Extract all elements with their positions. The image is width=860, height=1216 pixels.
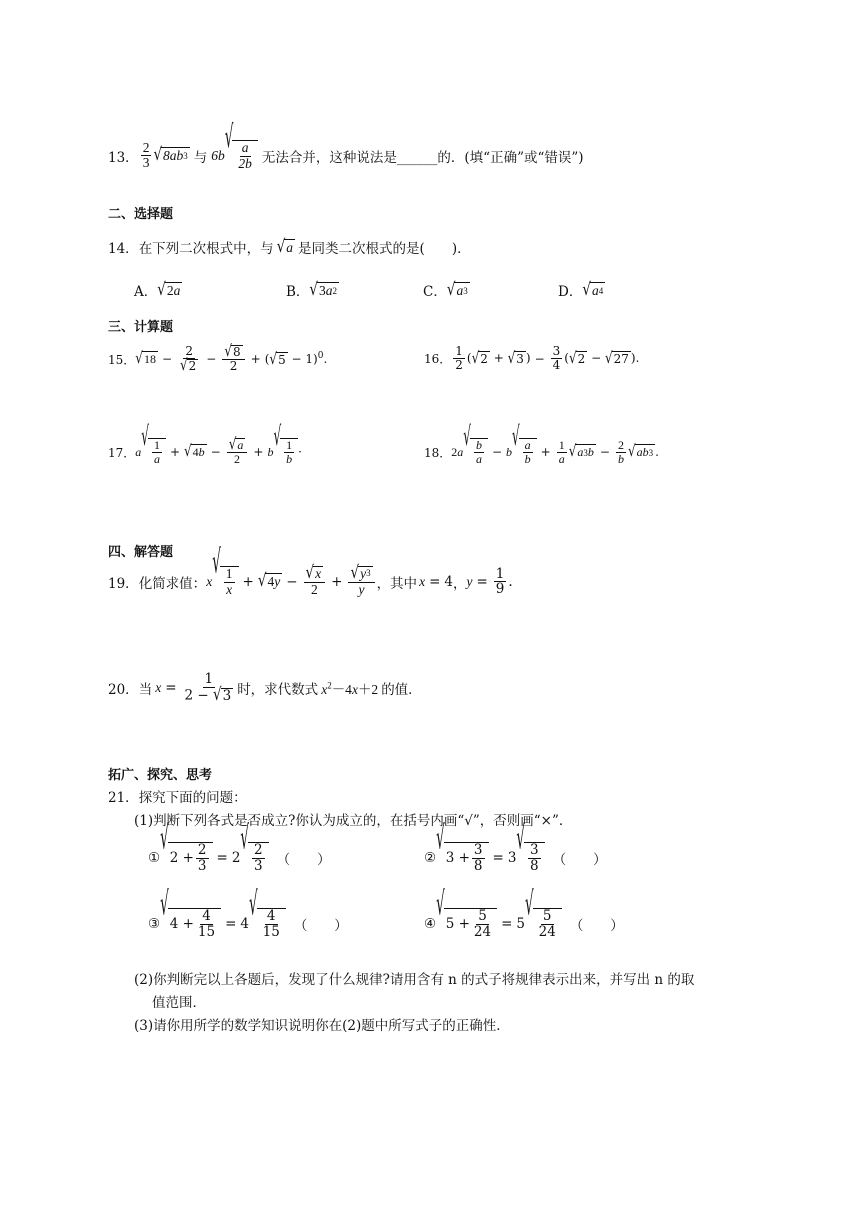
sqrt-a-over-2b: √ $\frac{a}{2b}$ (225, 140, 258, 172)
q21-number: 21． (108, 790, 139, 806)
section-title-solve: 四、解答题 (108, 545, 174, 560)
fraction-three-quarters: $\frac{3}{4}$ (552, 344, 561, 373)
q14-stem-before: 在下列二次根式中，与 (138, 241, 274, 257)
sqrt-expression: √ 3 + $\frac{3}{8}$ (436, 842, 488, 874)
q14-option-c[interactable] (423, 280, 470, 300)
sqrt-expression: √ $\frac{2}{3}$ (240, 842, 268, 874)
q13-number: 13． (108, 149, 139, 166)
q21-stem: 探究下面的问题： (138, 790, 247, 806)
sqrt-3a2: √ 3 a 2 (309, 278, 338, 300)
option-label: B． (286, 284, 310, 300)
q21-item-1: ① √ 2 + $\frac{2}{3}$ = 2 √ $\frac{2}{3}$ （ ） (148, 819, 331, 874)
section-title-calc: 三、计算题 (108, 320, 174, 335)
q20-prefix: 当 (138, 681, 153, 698)
sqrt-expression: √ 2 + $\frac{2}{3}$ (160, 842, 212, 874)
question-13: 13． $\frac{2}{3}$ √ 8 ab 3 与 6b √ $\frac{a}{2b}$ 无法合并，这种说法是______的．(填“正确”或“错误”) (108, 119, 584, 171)
section-title-choice: 二、选择题 (108, 207, 174, 222)
q21-item-2: ② √ 3 + $\frac{3}{8}$ = 3 √ $\frac{3}{8}$ （ ） (424, 819, 607, 874)
fraction-2-over-sqrt2: 2 √ 2 (180, 344, 197, 374)
q15-number: 15． (108, 352, 136, 367)
q14-option-a[interactable] (134, 280, 182, 300)
option-label: C． (423, 284, 447, 300)
fraction-1-over-2-minus-sqrt3: 1 2 − √ 3 (184, 671, 232, 705)
item-mark: ① (148, 849, 161, 866)
sqrt-a-over-b: √ $\frac{a}{b}$ (512, 438, 537, 466)
sqrt-a4: √ a 4 (582, 278, 604, 300)
answer-blank[interactable]: （ ） (293, 917, 348, 934)
question-16: 16． $\frac{1}{2}$ ( √ 2 + √ 3 ) − $\frac{3}{4}$ ( √ 2 − √ 27 ). (424, 344, 640, 373)
answer-blank[interactable]: （ ） (552, 851, 607, 868)
sqrt-8ab3: √ 8 ab 3 (153, 144, 188, 166)
question-20: 20． 当 x = 1 2 − √ 3 时，求代数式 $x^2-4x+2$ 的值． (108, 671, 422, 705)
sqrt-a3b: √ a 3 b (568, 441, 594, 460)
sqrt-18: √ 18 (135, 348, 156, 367)
q20-number: 20． (108, 681, 139, 698)
fraction-sqrt8-over-2: √ 8 2 (222, 345, 244, 373)
fraction-sqrtx-over-2: √ x 2 (304, 566, 326, 598)
item-mark: ③ (148, 915, 161, 932)
sqrt-1-over-b: √ $\frac{1}{b}$ (273, 438, 298, 466)
q13-mid-text: 与 (193, 149, 208, 166)
q21-item-4: ④ √ 5 + $\frac{5}{24}$ = 5 √ $\frac{5}{24}$ （ ） (424, 885, 624, 940)
q21-item-3: ③ √ 4 + $\frac{4}{15}$ = 4 √ $\frac{4}{15}$ （ ） (148, 885, 348, 940)
option-label: A． (134, 284, 158, 300)
sqrt-2a: √ 2 a (157, 278, 181, 300)
sqrt-expression: √ $\frac{4}{15}$ (249, 908, 286, 940)
option-label: D． (558, 284, 583, 300)
fraction-sqrty3-over-y: √ y 3 y (348, 566, 374, 598)
fraction-sqrta-over-2: √ a 2 (227, 438, 248, 467)
sqrt-4b: √ 4 b (184, 441, 205, 461)
sqrt-ab3: √ ab 3 (627, 441, 654, 460)
q21-part2-line2: 值范围． (152, 995, 206, 1011)
item-mark: ④ (424, 915, 437, 932)
q21-part2-line1: (2)你判断完以上各题后，发现了什么规律?请用含有 n 的式子将规律表示出来，并写出 n 的取 (134, 972, 695, 988)
sqrt-expression: √ $\frac{5}{24}$ (525, 908, 562, 940)
q21-part1: (1)判断下列各式是否成立?你认为成立的，在括号内画“√”，否则画“×”． (134, 813, 573, 829)
sqrt-expression: √ 4 + $\frac{4}{15}$ (160, 908, 221, 940)
item-mark: ② (424, 849, 437, 866)
fraction-1-over-a: $\frac{1}{a}$ (558, 437, 565, 466)
sqrt-b-over-a: √ $\frac{b}{a}$ (463, 438, 488, 466)
answer-blank[interactable]: （ ） (569, 917, 624, 934)
q19-condition: ，其中 (376, 575, 418, 592)
question-15: 15． √ 18 − 2 √ 2 − √ 8 2 + ( √ 5 − 1)$^0$. (108, 341, 328, 374)
q14-number: 14． (108, 241, 139, 257)
sqrt-a: √ a (276, 235, 294, 257)
sqrt-1-over-a: √ $\frac{1}{a}$ (141, 438, 166, 466)
q17-number: 17． (108, 445, 136, 460)
sqrt-expression: √ $\frac{3}{8}$ (516, 842, 544, 874)
q20-suffix-a: 时，求代数式 (237, 681, 319, 698)
q20-suffix-b: 的值． (381, 681, 422, 698)
question-21-stem (108, 786, 247, 806)
q18-number: 18． (424, 445, 452, 460)
q21-part3: (3)请你用所学的数学知识说明你在(2)题中所写式子的正确性． (134, 1018, 510, 1034)
sqrt-a3: √ a 3 (446, 278, 468, 300)
section-title-explore: 拓广、探究、思考 (108, 768, 213, 783)
fraction-one-half: $\frac{1}{2}$ (455, 344, 463, 373)
question-14 (108, 237, 471, 257)
q14-option-b[interactable] (286, 280, 339, 300)
q13-text: 无法合并，这种说法是______的．(填“正确”或“错误”) (261, 149, 584, 166)
fraction-one-ninth: $\frac{1}{9}$ (495, 565, 505, 598)
fraction-2-over-b: $\frac{2}{b}$ (617, 437, 624, 466)
sqrt-4y: √ 4 y (257, 570, 281, 592)
q19-number: 19． (108, 575, 139, 592)
question-17: 17． a √ $\frac{1}{a}$ + √ 4 b − √ a 2 + b √ $\frac{1}{b}$ · (108, 421, 302, 467)
question-18: 18． 2a √ $\frac{b}{a}$ − b √ $\frac{a}{b}$ + $\frac{1}{a}$ √ a 3 b − $\frac{2}{b}$ √ ab 3 . (424, 420, 659, 467)
question-19: 19． 化简求值： x √ $\frac{1}{x}$ + √ 4 y − √ x 2 + √ y 3 y ，其中 x = 4 ， y = $\frac{1}{9}$ . (108, 543, 513, 598)
q14-stem-after: 是同类二次根式的是( )． (298, 241, 471, 257)
sqrt-expression: √ 5 + $\frac{5}{24}$ (436, 908, 497, 940)
q16-number: 16． (424, 352, 452, 367)
answer-blank[interactable]: （ ） (276, 851, 331, 868)
q19-prefix: 化简求值： (138, 575, 207, 592)
sqrt-1-over-x: √ $\frac{1}{x}$ (212, 566, 238, 598)
q14-option-d[interactable] (558, 280, 605, 300)
fraction-two-thirds: $\frac{2}{3}$ (142, 139, 150, 171)
